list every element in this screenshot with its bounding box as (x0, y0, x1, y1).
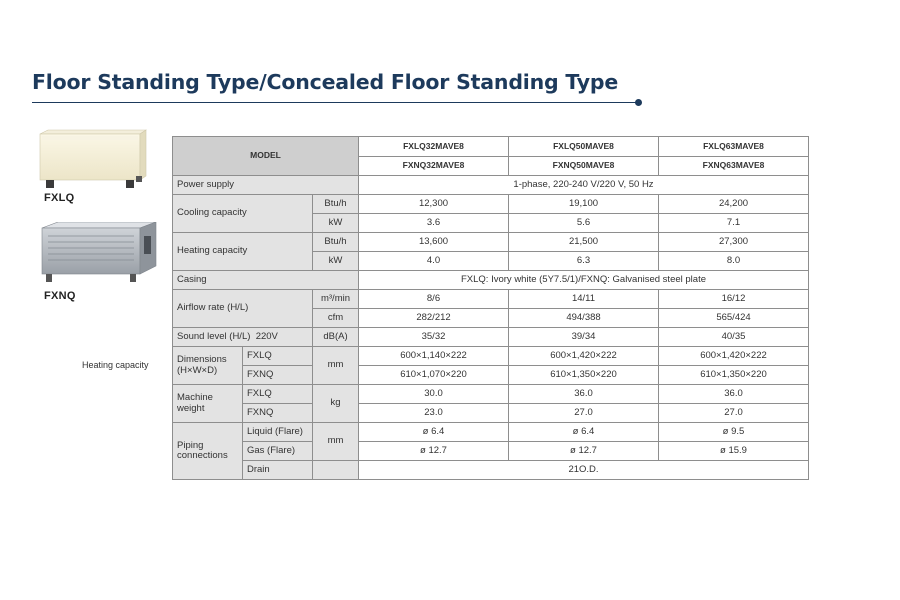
table-row-model-1 (173, 137, 809, 157)
side-note: Heating capacity (82, 360, 149, 370)
value-cell: 24,200 (659, 195, 809, 214)
unit-cell: cfm (313, 309, 359, 328)
value-cell: ø 6.4 (509, 423, 659, 442)
unit-cell: mm (313, 347, 359, 385)
title-underline (32, 102, 638, 103)
title-underline-dot (635, 99, 642, 106)
unit-cell: Btu/h (313, 195, 359, 214)
model-header: MODEL (173, 137, 359, 176)
cooling-capacity-label: Cooling capacity (173, 195, 313, 233)
table-row-heating-btu (173, 233, 809, 252)
value-cell: ø 12.7 (359, 442, 509, 461)
spec-table (172, 136, 809, 480)
table-row-power-supply (173, 176, 809, 195)
value-cell: 600×1,420×222 (509, 347, 659, 366)
value-cell: 40/35 (659, 328, 809, 347)
sound-level-label (173, 328, 313, 347)
unit-cell: kW (313, 252, 359, 271)
sound-level-text: Sound level (H/L) (177, 330, 251, 342)
casing-label: Casing (173, 271, 359, 290)
sub-label: Gas (Flare) (243, 442, 313, 461)
dimensions-label (173, 347, 243, 385)
unit-cell: m³/min (313, 290, 359, 309)
value-cell: 7.1 (659, 214, 809, 233)
value-cell: ø 15.9 (659, 442, 809, 461)
value-cell: 19,100 (509, 195, 659, 214)
drain-value: 21O.D. (359, 461, 809, 480)
casing-value: FXLQ: Ivory white (5Y7.5/1)/FXNQ: Galvanised steel plate (359, 271, 809, 290)
concealed-floor-unit-icon (36, 222, 162, 284)
piping-label-line1: Piping (177, 439, 204, 451)
model-name: FXNQ50MAVE8 (509, 156, 659, 176)
unit-cell: kg (313, 385, 359, 423)
heating-capacity-label: Heating capacity (173, 233, 313, 271)
machine-weight-label: Machine weight (173, 385, 243, 423)
table-row-dimensions-fxnq (173, 366, 809, 385)
value-cell: 8/6 (359, 290, 509, 309)
unit-cell: mm (313, 423, 359, 461)
value-cell: 35/32 (359, 328, 509, 347)
value-cell: 565/424 (659, 309, 809, 328)
power-supply-value: 1-phase, 220-240 V/220 V, 50 Hz (359, 176, 809, 195)
value-cell: 36.0 (659, 385, 809, 404)
value-cell: 6.3 (509, 252, 659, 271)
unit-cell: kW (313, 214, 359, 233)
table-row-piping-liquid (173, 423, 809, 442)
model-name: FXLQ63MAVE8 (659, 137, 809, 157)
value-cell: 30.0 (359, 385, 509, 404)
value-cell: 600×1,420×222 (659, 347, 809, 366)
sound-level-voltage: 220V (255, 330, 278, 342)
unit-label-fxlq: FXLQ (44, 192, 75, 204)
table-row-weight-fxnq (173, 404, 809, 423)
value-cell: 39/34 (509, 328, 659, 347)
floor-standing-unit-icon (36, 128, 150, 192)
value-cell: 282/212 (359, 309, 509, 328)
value-cell: ø 9.5 (659, 423, 809, 442)
value-cell: 27,300 (659, 233, 809, 252)
value-cell: 36.0 (509, 385, 659, 404)
sub-label: FXLQ (243, 385, 313, 404)
model-name: FXLQ50MAVE8 (509, 137, 659, 157)
table-row-airflow-m3 (173, 290, 809, 309)
dimensions-label-line1: Dimensions (177, 354, 227, 366)
value-cell: 23.0 (359, 404, 509, 423)
unit-cell-empty (313, 461, 359, 480)
piping-label-line2: connections (177, 450, 228, 461)
table-row-piping-drain (173, 461, 809, 480)
value-cell: 13,600 (359, 233, 509, 252)
sub-label: Drain (243, 461, 313, 480)
airflow-rate-label: Airflow rate (H/L) (173, 290, 313, 328)
page-title: Floor Standing Type/Concealed Floor Standing Type (32, 70, 619, 94)
sub-label: FXLQ (243, 347, 313, 366)
value-cell: 14/11 (509, 290, 659, 309)
piping-connections-label (173, 423, 243, 480)
value-cell: 600×1,140×222 (359, 347, 509, 366)
value-cell: 16/12 (659, 290, 809, 309)
value-cell: 12,300 (359, 195, 509, 214)
table-row-casing (173, 271, 809, 290)
value-cell: 21,500 (509, 233, 659, 252)
unit-label-fxnq: FXNQ (44, 290, 76, 302)
value-cell: 4.0 (359, 252, 509, 271)
model-name: FXLQ32MAVE8 (359, 137, 509, 157)
sub-label: Liquid (Flare) (243, 423, 313, 442)
value-cell: 610×1,350×220 (659, 366, 809, 385)
value-cell: 610×1,070×220 (359, 366, 509, 385)
value-cell: 3.6 (359, 214, 509, 233)
value-cell: 610×1,350×220 (509, 366, 659, 385)
model-name: FXNQ63MAVE8 (659, 156, 809, 176)
power-supply-label: Power supply (173, 176, 359, 195)
sub-label: FXNQ (243, 404, 313, 423)
table-row-piping-gas (173, 442, 809, 461)
value-cell: 5.6 (509, 214, 659, 233)
value-cell: ø 6.4 (359, 423, 509, 442)
table-row-cooling-btu (173, 195, 809, 214)
table-row-dimensions-fxlq (173, 347, 809, 366)
model-name: FXNQ32MAVE8 (359, 156, 509, 176)
dimensions-label-line2: (H×W×D) (177, 364, 218, 376)
value-cell: 27.0 (509, 404, 659, 423)
table-row-sound-level (173, 328, 809, 347)
value-cell: ø 12.7 (509, 442, 659, 461)
table-row-weight-fxlq (173, 385, 809, 404)
value-cell: 494/388 (509, 309, 659, 328)
value-cell: 8.0 (659, 252, 809, 271)
unit-cell: Btu/h (313, 233, 359, 252)
value-cell: 27.0 (659, 404, 809, 423)
sub-label: FXNQ (243, 366, 313, 385)
unit-cell: dB(A) (313, 328, 359, 347)
